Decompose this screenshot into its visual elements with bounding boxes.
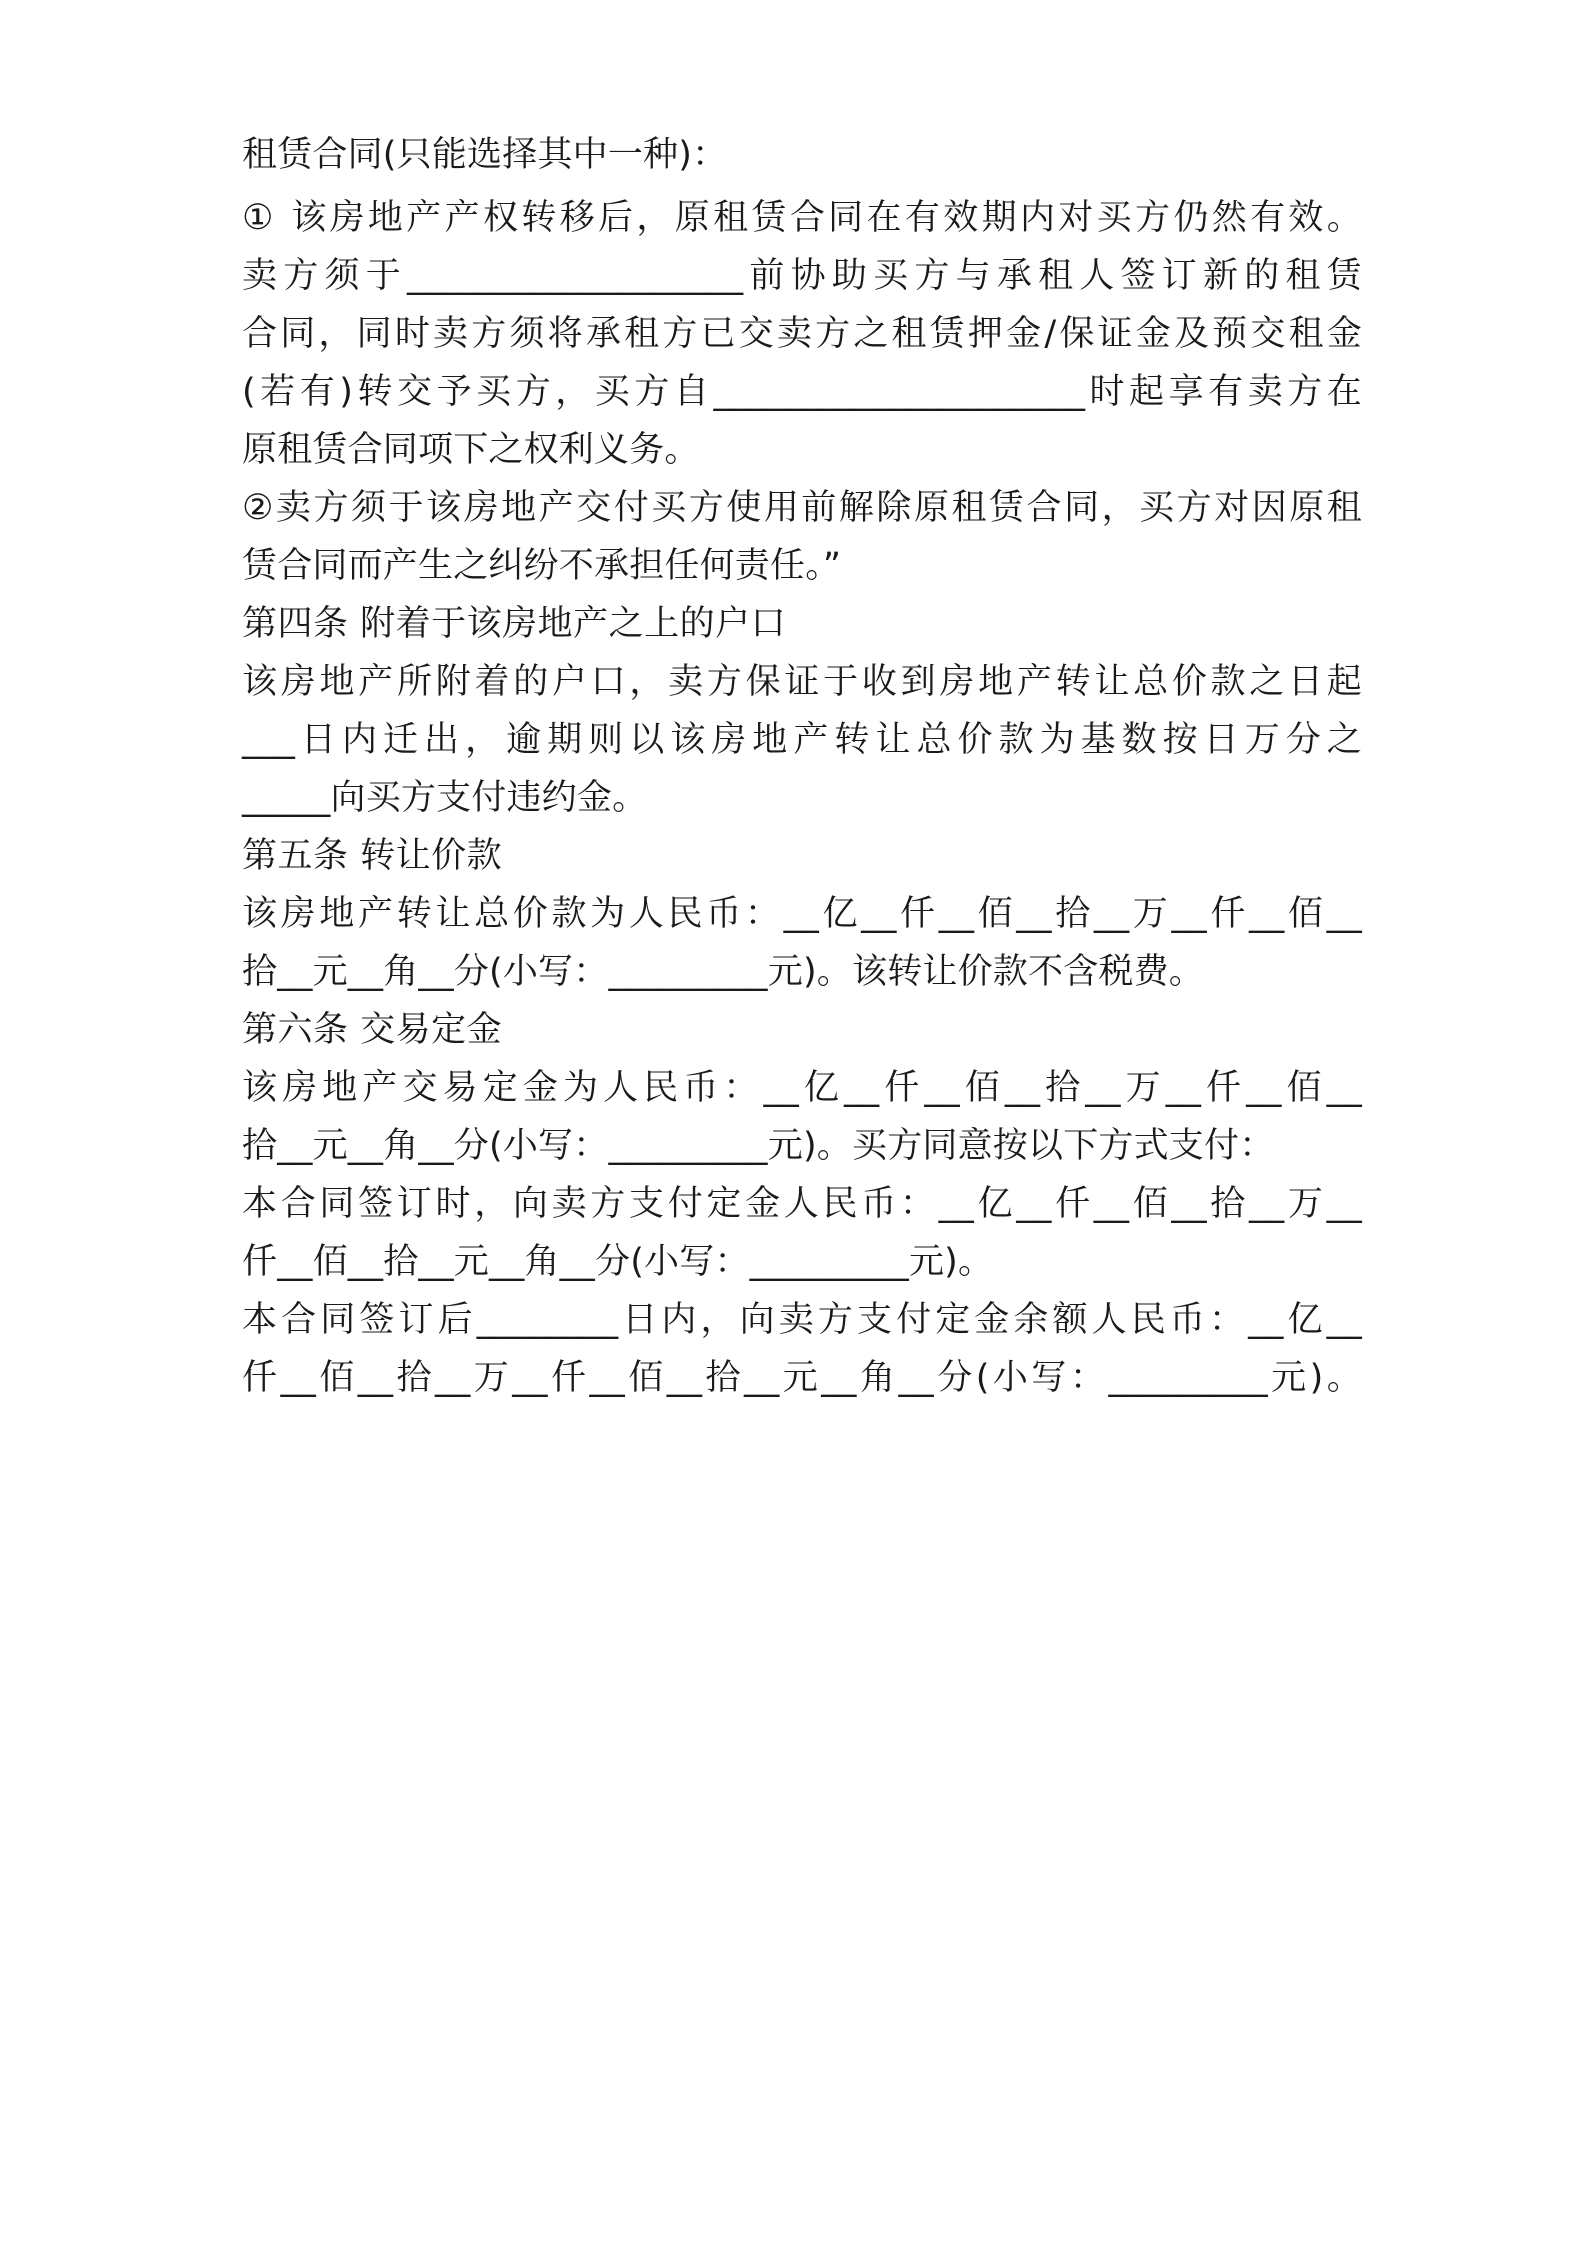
text-line: ___日内迁出，逾期则以该房地产转让总价款为基数按日万分之 xyxy=(242,720,1362,760)
text-line: 卖方须于___________________前协助买方与承租人签订新的租赁 xyxy=(242,256,1362,296)
text-line: (若有)转交予买方，买方自_____________________时起享有卖方在 xyxy=(242,372,1362,412)
text-line: 该房地产转让总价款为人民币：__亿__仟__佰__拾__万__仟__佰__ xyxy=(242,894,1362,934)
text-line: 赁合同而产生之纠纷不承担任何责任。” xyxy=(242,546,842,586)
text-line: 原租赁合同项下之权利义务。 xyxy=(242,430,700,470)
text-line: 拾__元__角__分(小写：_________元)。该转让价款不含税费。 xyxy=(242,952,1205,992)
text-line: ②卖方须于该房地产交付买方使用前解除原租赁合同，买方对因原租 xyxy=(242,488,1362,528)
section-heading: 第四条 附着于该房地产之上的户口 xyxy=(242,604,787,644)
text-line: 本合同签订后________日内，向卖方支付定金余额人民币：__亿__ xyxy=(242,1300,1362,1340)
text-line: 合同，同时卖方须将承租方已交卖方之租赁押金/保证金及预交租金 xyxy=(242,314,1362,354)
text-line: 该房地产交易定金为人民币：__亿__仟__佰__拾__万__仟__佰__ xyxy=(242,1068,1362,1108)
text-line: 拾__元__角__分(小写：_________元)。买方同意按以下方式支付： xyxy=(242,1126,1275,1166)
text-line: _____向买方支付违约金。 xyxy=(242,778,648,818)
text-line: ① 该房地产产权转移后，原租赁合同在有效期内对买方仍然有效。 xyxy=(242,198,1362,238)
text-line: 仟__佰__拾__万__仟__佰__拾__元__角__分(小写：_________元)。 xyxy=(242,1358,1362,1398)
text-line: 本合同签订时，向卖方支付定金人民币：__亿__仟__佰__拾__万__ xyxy=(242,1184,1362,1224)
text-line: 该房地产所附着的户口，卖方保证于收到房地产转让总价款之日起 xyxy=(242,662,1362,702)
section-heading: 第五条 转让价款 xyxy=(242,836,503,876)
section-heading: 第六条 交易定金 xyxy=(242,1010,503,1050)
text-line: 仟__佰__拾__元__角__分(小写：_________元)。 xyxy=(242,1242,994,1282)
text-line: 租赁合同(只能选择其中一种)： xyxy=(242,135,728,175)
